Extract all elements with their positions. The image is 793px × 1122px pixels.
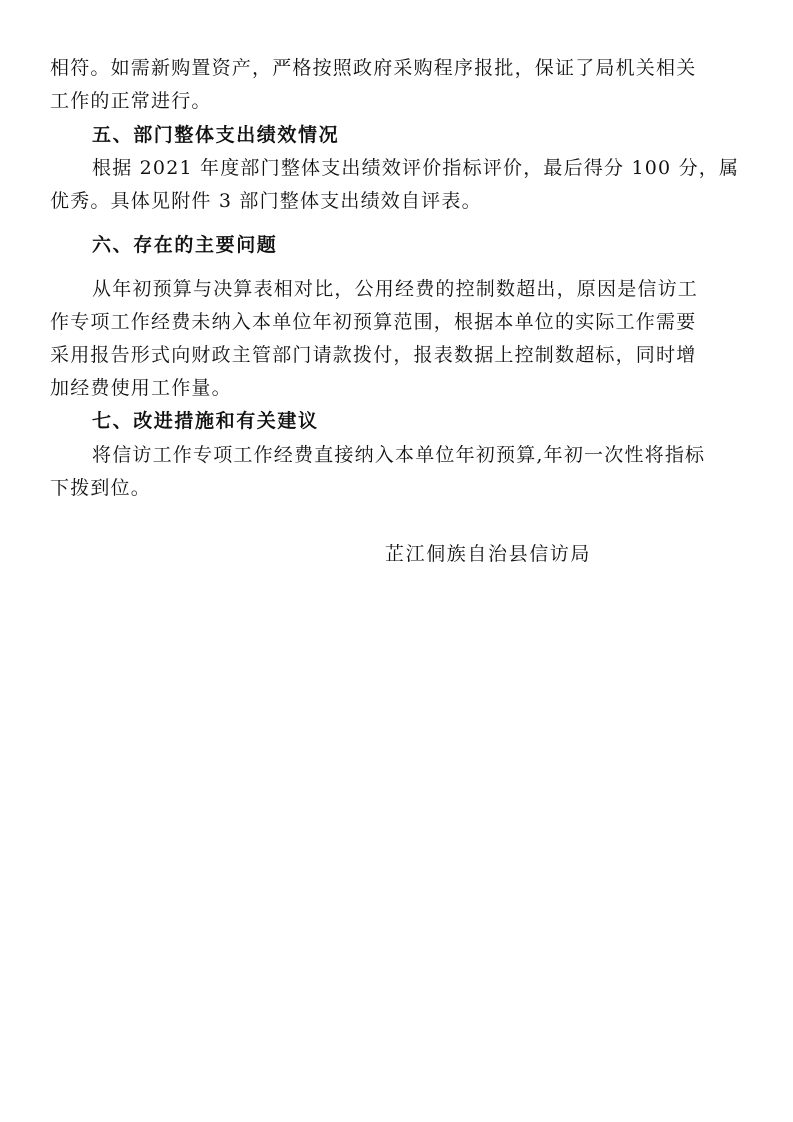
signature-organization: 芷江侗族自治县信访局 — [385, 543, 592, 565]
paragraph-line: 工作的正常进行。 — [50, 90, 212, 112]
paragraph-line: 相符。如需新购置资产，严格按照政府采购程序报批，保证了局机关相关 — [50, 57, 697, 79]
paragraph-line: 加经费使用工作量。 — [50, 377, 232, 399]
paragraph-line: 采用报告形式向财政主管部门请款拨付，报表数据上控制数超标，同时增 — [50, 344, 697, 366]
section-heading-6: 六、存在的主要问题 — [92, 234, 278, 256]
section-heading-7: 七、改进措施和有关建议 — [92, 410, 319, 432]
paragraph-line: 从年初预算与决算表相对比，公用经费的控制数超出，原因是信访工 — [92, 278, 699, 300]
paragraph-line: 优秀。具体见附件 3 部门整体支出绩效自评表。 — [50, 190, 482, 212]
paragraph-line: 根据 2021 年度部门整体支出绩效评价指标评价，最后得分 100 分，属 — [92, 157, 740, 179]
paragraph-line: 下拨到位。 — [50, 477, 152, 499]
paragraph-line: 将信访工作专项工作经费直接纳入本单位年初预算,年初一次性将指标 — [92, 444, 706, 466]
section-heading-5: 五、部门整体支出绩效情况 — [92, 124, 340, 146]
paragraph-line: 作专项工作经费未纳入本单位年初预算范围，根据本单位的实际工作需要 — [50, 311, 697, 333]
